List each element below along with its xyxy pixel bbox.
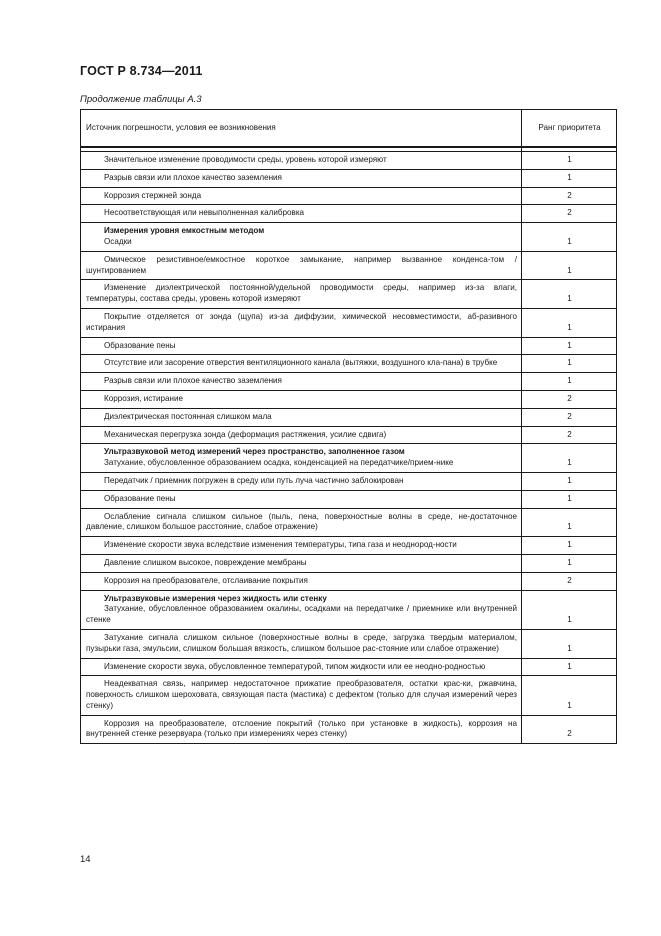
column-header-source: Источник погрешности, условия ее возникновения — [81, 110, 522, 148]
table-row — [81, 337, 617, 355]
table-row — [81, 205, 617, 223]
source-cell — [81, 308, 522, 337]
source-cell — [81, 554, 522, 572]
rank-cell: 1 — [522, 658, 617, 676]
table-row — [81, 490, 617, 508]
rank-cell: 1 — [522, 152, 617, 170]
table-row — [81, 187, 617, 205]
source-cell — [81, 373, 522, 391]
rank-cell: 1 — [522, 280, 617, 309]
source-text: Неадекватная связь, например недостаточное прижатие преобразователя, остатки крас-ки, ржавчина, поверхность слишком шероховата, связующая паста (мастика) с дефектом (только для случая измерений через стенку) — [86, 679, 517, 710]
source-cell — [81, 508, 522, 537]
rank-cell: 1 — [522, 554, 617, 572]
column-header-rank: Ранг приоритета — [522, 110, 617, 148]
rank-cell: 1 — [522, 490, 617, 508]
table-row — [81, 572, 617, 590]
source-cell — [81, 355, 522, 373]
rank-cell: 1 — [522, 308, 617, 337]
source-text: Механическая перегрузка зонда (деформация растяжения, усилие сдвига) — [104, 429, 387, 439]
rank-cell: 1 — [522, 472, 617, 490]
source-text: Разрыв связи или плохое качество заземления — [104, 376, 282, 386]
source-text: Коррозия на преобразователе, отслоение покрытий (только при установке в жидкость), коррозия на внутренней стенке резервуара (только при измерениях через стенку) — [86, 718, 517, 739]
source-cell — [81, 472, 522, 490]
table-row — [81, 537, 617, 555]
rank-cell: 1 — [522, 629, 617, 658]
source-text: Изменение скорости звука вследствие изменения температуры, типа газа и неоднород-ности — [104, 540, 457, 550]
source-cell — [81, 490, 522, 508]
source-cell — [81, 537, 522, 555]
source-cell — [81, 251, 522, 280]
source-cell — [81, 572, 522, 590]
source-text: Ослабление сигнала слишком сильное (пыль, пена, поверхностные волны в среде, не-достаточное давление, слишком большое расстояние, слабое отражение) — [86, 511, 517, 532]
table-row — [81, 169, 617, 187]
section-heading: Измерения уровня емкостным методом — [104, 226, 265, 236]
rank-cell: 1 — [522, 373, 617, 391]
table-continuation-caption: Продолжение таблицы А.3 — [80, 94, 202, 105]
source-cell — [81, 715, 522, 744]
rank-cell: 1 — [522, 337, 617, 355]
source-text: Коррозия, истирание — [104, 393, 184, 403]
rank-cell: 2 — [522, 572, 617, 590]
rank-cell: 1 — [522, 676, 617, 715]
table-row — [81, 444, 617, 473]
document-code: ГОСТ Р 8.734—2011 — [80, 64, 203, 78]
rank-cell: 2 — [522, 426, 617, 444]
section-heading: Ультразвуковые измерения через жидкость или стенку — [104, 593, 327, 603]
source-cell — [81, 676, 522, 715]
source-text: Покрытие отделяется от зонда (щупа) из-за диффузии, химической несовместимости, аб-разивного истирания — [86, 311, 517, 332]
source-cell — [81, 223, 522, 252]
source-text: Несоответствующая или невыполненная калибровка — [104, 208, 305, 218]
table-row — [81, 373, 617, 391]
source-cell — [81, 337, 522, 355]
rank-cell: 2 — [522, 205, 617, 223]
table-row — [81, 508, 617, 537]
source-text: Диэлектрическая постоянная слишком мала — [104, 411, 272, 421]
table-row — [81, 658, 617, 676]
source-cell — [81, 426, 522, 444]
table-row — [81, 355, 617, 373]
source-cell — [81, 187, 522, 205]
source-text: Давление слишком высокое, повреждение мембраны — [104, 557, 307, 567]
table-row — [81, 472, 617, 490]
section-heading: Ультразвуковой метод измерений через пространство, заполненное газом — [104, 447, 405, 457]
rank-cell: 1 — [522, 169, 617, 187]
rank-cell: 2 — [522, 408, 617, 426]
source-cell — [81, 205, 522, 223]
source-text: Значительное изменение проводимости среды, уровень которой измеряют — [104, 155, 387, 164]
rank-cell: 1 — [522, 355, 617, 373]
source-text: Омическое резистивное/емкостное короткое замыкание, например вызванное конденса-том / шунтированием — [86, 254, 517, 275]
source-cell — [81, 658, 522, 676]
source-cell — [81, 152, 522, 170]
table-row — [81, 590, 617, 629]
source-text: Разрыв связи или плохое качество заземления — [104, 172, 282, 182]
page-number: 14 — [80, 854, 91, 865]
source-text: Затухание, обусловленное образованием осадка, конденсацией на передатчике/прием-нике — [104, 458, 454, 468]
table-row — [81, 308, 617, 337]
source-text: Передатчик / приемник погружен в среду или путь луча частично заблокирован — [104, 475, 404, 485]
source-text: Коррозия на преобразователе, отслаивание покрытия — [104, 575, 308, 585]
table-row — [81, 280, 617, 309]
table-row — [81, 390, 617, 408]
table-row — [81, 554, 617, 572]
rank-cell: 2 — [522, 187, 617, 205]
rank-cell: 1 — [522, 537, 617, 555]
rank-cell: 2 — [522, 715, 617, 744]
table-row — [81, 152, 617, 170]
source-cell — [81, 408, 522, 426]
rank-cell: 2 — [522, 390, 617, 408]
source-cell — [81, 390, 522, 408]
source-text: Осадки — [104, 236, 132, 246]
source-text: Затухание, обусловленное образованием окалины, осадками на передатчике / приемнике или внутренней стенке — [86, 604, 517, 625]
source-text: Отсутствие или засорение отверстия вентиляционного канала (вытяжки, воздушного кла-пана) в трубке — [104, 358, 498, 368]
rank-cell: 1 — [522, 508, 617, 537]
table-row — [81, 426, 617, 444]
source-cell — [81, 444, 522, 473]
source-text: Образование пены — [104, 340, 176, 350]
source-text: Образование пены — [104, 493, 176, 503]
source-cell — [81, 169, 522, 187]
table-row — [81, 715, 617, 744]
rank-cell: 1 — [522, 251, 617, 280]
table-row — [81, 629, 617, 658]
source-text: Изменение скорости звука, обусловленное температурой, типом жидкости или ее неодно-родностью — [104, 661, 486, 671]
table-row — [81, 251, 617, 280]
rank-cell: 1 — [522, 444, 617, 473]
source-cell — [81, 590, 522, 629]
table-row — [81, 223, 617, 252]
table-row — [81, 676, 617, 715]
source-text: Коррозия стержней зонда — [104, 190, 202, 200]
source-cell — [81, 280, 522, 309]
error-sources-table — [80, 109, 617, 744]
table-row — [81, 408, 617, 426]
source-cell — [81, 629, 522, 658]
table-header-row — [81, 110, 617, 148]
source-text: Затухание сигнала слишком сильное (поверхностные волны в среде, загрузка твердым материалом, пузырьки газа, эмульсии, слишком большая вязкость, слишком большое рас-стояние или слабое отражение) — [86, 632, 517, 653]
source-text: Изменение диэлектрической постоянной/удельной проводимости среды, например из-за влаги, температуры, состава среды, уровень которой измеряют — [86, 283, 517, 304]
rank-cell: 1 — [522, 590, 617, 629]
rank-cell: 1 — [522, 223, 617, 252]
